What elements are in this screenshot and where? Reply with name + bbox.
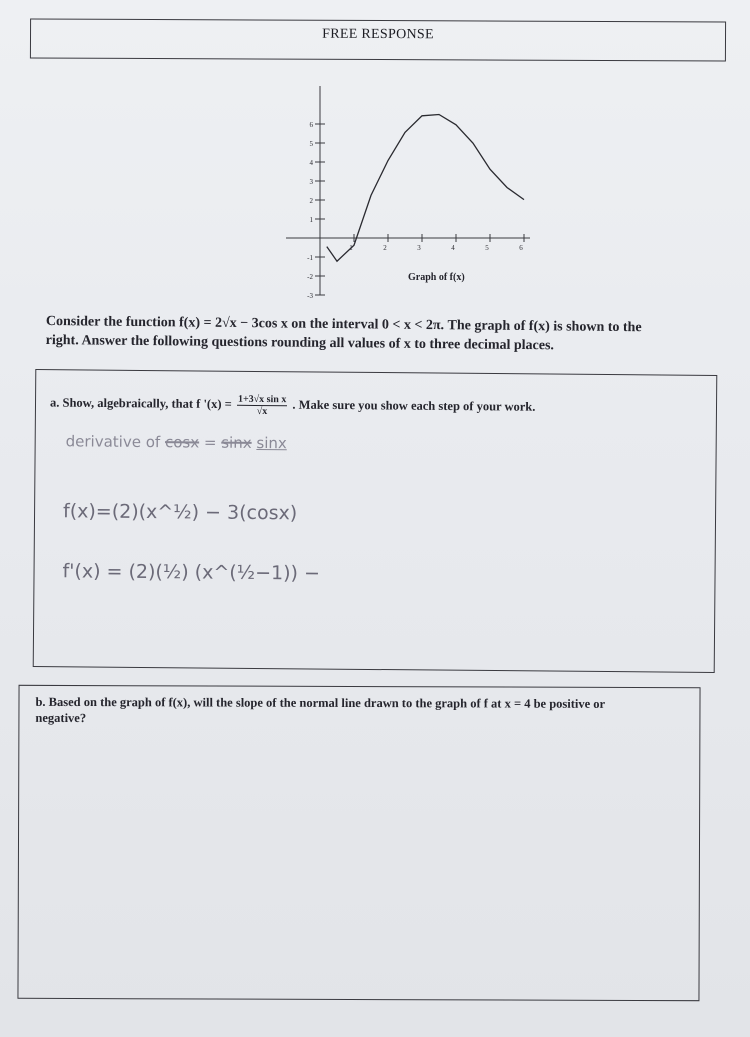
y-tick-label: -2 xyxy=(307,273,313,281)
y-tick-label: 2 xyxy=(309,197,313,205)
question-a-instruction: . Make sure you show each step of your work. xyxy=(292,397,536,414)
y-tick-label: 1 xyxy=(309,216,313,224)
y-tick-label: -1 xyxy=(307,254,313,262)
graph-area xyxy=(270,72,530,312)
page-title: FREE RESPONSE xyxy=(322,26,434,43)
x-tick-label: 4 xyxy=(451,244,455,252)
question-a-box[interactable] xyxy=(33,369,718,673)
y-tick-label: -3 xyxy=(307,292,313,300)
derivative-fraction xyxy=(237,394,288,417)
y-tick-label: 3 xyxy=(309,178,313,186)
question-a-label: a. xyxy=(49,395,60,410)
x-tick-label: 3 xyxy=(417,244,421,252)
hw-equals: = xyxy=(203,433,217,452)
question-b-label: b. xyxy=(35,694,46,709)
handwritten-line-2: f(x)=(2)(x^½) − 3(cosx) xyxy=(62,500,298,525)
hw-struck-sinx: sinx xyxy=(221,433,252,452)
hw-struck-cosx: cosx xyxy=(164,433,200,452)
y-tick-label: 6 xyxy=(309,121,313,129)
hw-derivative-of: derivative of xyxy=(65,432,161,452)
function-graph xyxy=(270,72,530,312)
graph-caption: Graph of f(x) xyxy=(408,272,465,283)
y-tick-label: 5 xyxy=(309,140,313,148)
x-tick-label: 6 xyxy=(519,244,523,252)
intro-line-1: Consider the function f(x) = 2√x − 3cos x on the interval 0 < x < 2π. The graph of f(x) is shown to the xyxy=(45,313,642,336)
question-a-prompt: Show, algebraically, that f '(x) = xyxy=(62,395,232,412)
x-tick-label: 1 xyxy=(349,244,353,252)
question-b-prompt: Based on the graph of f(x), will the slope of the normal line drawn to the graph of f at x = 4 be positive or negative? xyxy=(35,694,605,726)
x-tick-label: 2 xyxy=(383,244,387,252)
hw-sinx: sinx xyxy=(256,433,287,453)
fraction-numerator: 1+3√x sin x xyxy=(237,393,287,406)
x-tick-label: 5 xyxy=(485,244,489,252)
handwritten-line-3: f'(x) = (2)(½) (x^(½−1)) − xyxy=(62,560,321,585)
graph-axes xyxy=(286,86,530,295)
y-tick-label: 4 xyxy=(309,159,313,167)
fraction-denominator: √x xyxy=(256,405,268,418)
question-a-text xyxy=(50,392,690,421)
intro-line-2: right. Answer the following questions rounding all values of x to three decimal places. xyxy=(45,332,555,354)
question-b-box[interactable] xyxy=(17,685,700,1001)
question-b-text xyxy=(35,694,635,728)
intro-paragraph xyxy=(46,312,726,357)
graph-curve xyxy=(327,115,524,262)
handwritten-line-1 xyxy=(66,432,287,452)
header-box xyxy=(30,18,726,61)
